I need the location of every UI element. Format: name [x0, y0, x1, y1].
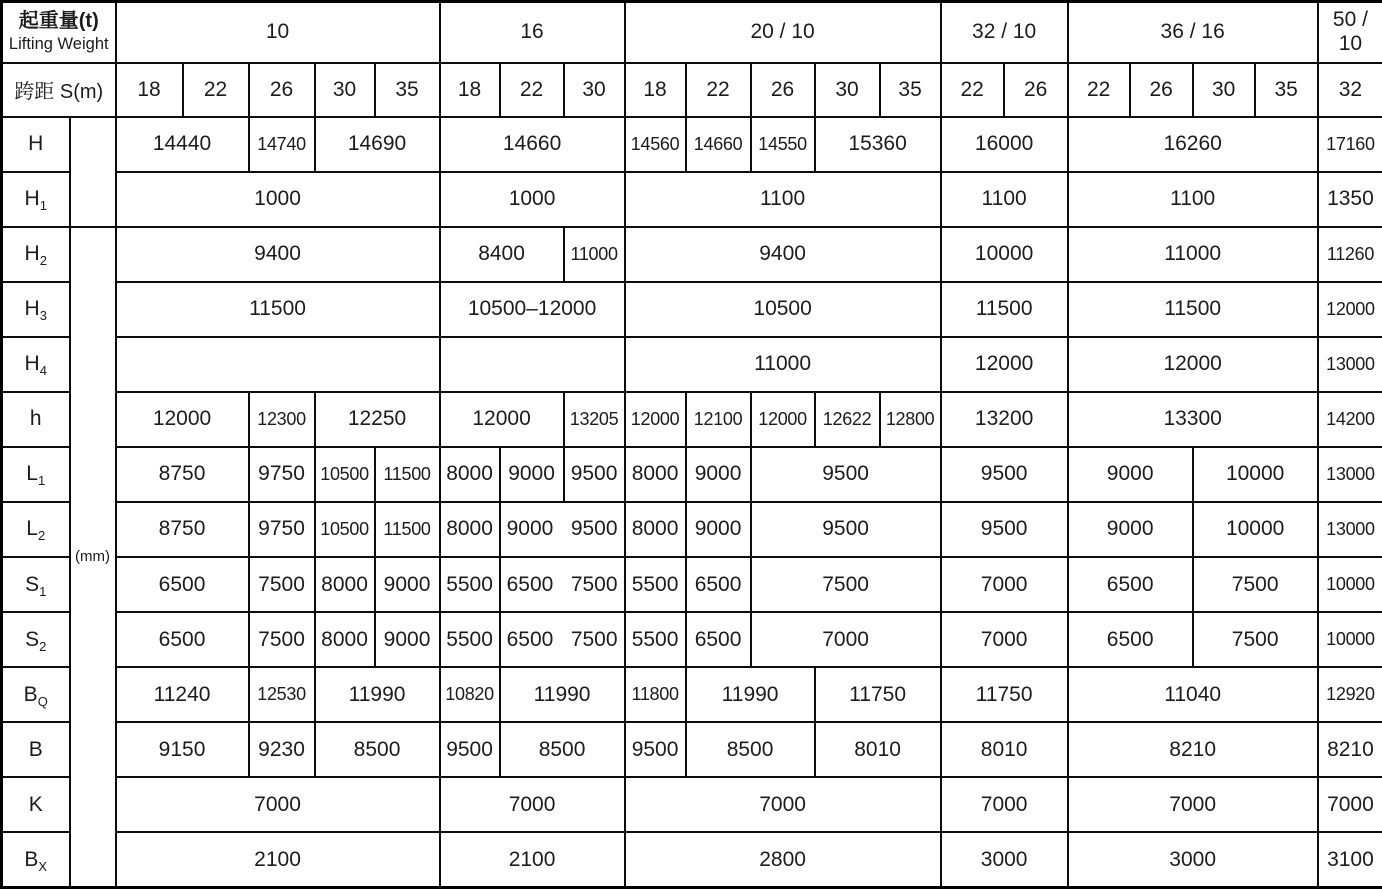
cell-L1-5: 9000	[500, 447, 564, 502]
cell-BQ-8: 11750	[941, 667, 1068, 722]
row-label-subscript: 2	[39, 638, 47, 654]
cell-BQ-1: 12530	[249, 667, 315, 722]
header-span-2-4: 35	[880, 63, 941, 117]
row-label-base: H	[24, 297, 40, 321]
cell-L1-3: 11500	[375, 447, 440, 502]
row-label-subscript: 2	[37, 528, 46, 544]
cell-S1-6: 5500	[625, 557, 686, 612]
cell-L2-9: 9500	[941, 502, 1068, 557]
cell-B-7: 8010	[815, 722, 941, 777]
cell-K-2: 7000	[625, 777, 941, 832]
cell-BQ-10: 12920	[1318, 667, 1382, 722]
cell-B-10: 8210	[1318, 722, 1382, 777]
row-label-K	[2, 777, 70, 832]
header-span-0-4: 35	[375, 63, 440, 117]
cell-K-0: 7000	[116, 777, 440, 832]
cell-BX-1: 2100	[440, 832, 625, 887]
cell-H1-5: 1350	[1318, 172, 1382, 227]
cell-L2-3: 11500	[375, 502, 440, 557]
cell-H4-4: 12000	[1068, 337, 1318, 392]
table-row-S1	[2, 557, 1382, 612]
header-span-4-2: 30	[1193, 63, 1255, 117]
cell-H-4: 14560	[625, 117, 686, 172]
cell-BX-0: 2100	[116, 832, 440, 887]
cell-H2-4: 10000	[941, 227, 1068, 282]
header-span-1-2: 30	[564, 63, 625, 117]
header-span-2-1: 22	[686, 63, 751, 117]
row-label-subscript: 1	[37, 473, 46, 489]
cell-BQ-9: 11040	[1068, 667, 1318, 722]
cell-L1-8: 9000	[686, 447, 751, 502]
cell-h-6: 12100	[686, 392, 751, 447]
cell-h-10: 13200	[941, 392, 1068, 447]
cell-S1-0: 6500	[116, 557, 249, 612]
cell-S1-10: 6500	[1068, 557, 1193, 612]
row-label-subscript: Q	[37, 693, 48, 709]
cell-L1-10: 9500	[941, 447, 1068, 502]
cell-H-2: 14690	[315, 117, 440, 172]
cell-S1-12: 10000	[1318, 557, 1382, 612]
row-label-L1	[2, 447, 70, 502]
header-span-0-0: 18	[116, 63, 183, 117]
row-label-H	[2, 117, 70, 172]
header-span-0-3: 30	[315, 63, 375, 117]
cell-h-12: 14200	[1318, 392, 1382, 447]
row-label-h	[2, 392, 70, 447]
cell-H4-0	[116, 337, 440, 392]
table-row-L2	[2, 502, 1382, 557]
row-label-base: B	[23, 682, 38, 706]
table-row-B	[2, 722, 1382, 777]
header-span-2-0: 18	[625, 63, 686, 117]
cell-S1-9: 7000	[941, 557, 1068, 612]
cell-L1-4: 8000	[440, 447, 500, 502]
cell-BQ-7: 11750	[815, 667, 941, 722]
row-label-H4	[2, 337, 70, 392]
cell-H1-4: 1100	[1068, 172, 1318, 227]
cell-S1-7: 6500	[686, 557, 751, 612]
cell-H-0: 14440	[116, 117, 249, 172]
cell-S2-0: 6500	[116, 612, 249, 667]
header-group-5: 50 / 10	[1318, 2, 1382, 63]
cell-B-6: 8500	[686, 722, 815, 777]
span-header-label: 跨距 S(m)	[2, 63, 116, 117]
row-label-H2	[2, 227, 70, 282]
table-corner-header	[2, 2, 116, 63]
table-row-H2	[2, 227, 1382, 282]
cell-L2-7: 9000	[686, 502, 751, 557]
table-row-BQ	[2, 667, 1382, 722]
header-span-2-3: 30	[815, 63, 880, 117]
table-row-L1	[2, 447, 1382, 502]
cell-B-4: 8500	[500, 722, 625, 777]
cell-L2-8: 9500	[751, 502, 941, 557]
cell-L2-10: 9000	[1068, 502, 1193, 557]
cell-h-0: 12000	[116, 392, 249, 447]
header-span-4-1: 26	[1130, 63, 1193, 117]
cell-H-7: 15360	[815, 117, 941, 172]
cell-K-1: 7000	[440, 777, 625, 832]
cell-S1-8: 7500	[751, 557, 941, 612]
cell-h-11: 13300	[1068, 392, 1318, 447]
header-group-2: 20 / 10	[625, 2, 941, 63]
row-label-base: L	[26, 517, 38, 541]
row-label-base: L	[26, 462, 38, 486]
cell-S2-10: 6500	[1068, 612, 1193, 667]
cell-L2-0: 8750	[116, 502, 249, 557]
table-row-S2	[2, 612, 1382, 667]
cell-BX-3: 3000	[941, 832, 1068, 887]
cell-H4-2: 11000	[625, 337, 941, 392]
cell-h-3: 12000	[440, 392, 564, 447]
cell-H-3: 14660	[440, 117, 625, 172]
cell-S2-9: 7000	[941, 612, 1068, 667]
row-label-L2	[2, 502, 70, 557]
lifting-weight-label-en: Lifting Weight	[8, 35, 109, 54]
cell-BQ-5: 11800	[625, 667, 686, 722]
cell-h-2: 12250	[315, 392, 440, 447]
cell-H-9: 16260	[1068, 117, 1318, 172]
row-label-BX	[2, 832, 70, 887]
header-span-2-2: 26	[751, 63, 815, 117]
cell-B-3: 9500	[440, 722, 500, 777]
cell-S2-2: 8000	[315, 612, 375, 667]
cell-BQ-6: 11990	[686, 667, 815, 722]
row-label-base: B	[28, 737, 43, 761]
cell-K-5: 7000	[1318, 777, 1382, 832]
row-label-subscript: 1	[39, 198, 47, 214]
header-group-4: 36 / 16	[1068, 2, 1318, 63]
cell-h-5: 12000	[625, 392, 686, 447]
row-label-base: H	[28, 132, 44, 156]
cell-L1-13: 13000	[1318, 447, 1382, 502]
row-label-S1	[2, 557, 70, 612]
cell-H2-0: 9400	[116, 227, 440, 282]
cell-H2-2: 11000	[564, 227, 625, 282]
cell-H2-6: 11260	[1318, 227, 1382, 282]
cell-S2-4: 5500	[440, 612, 500, 667]
cell-L1-2: 10500	[315, 447, 375, 502]
cell-L1-0: 8750	[116, 447, 249, 502]
row-label-base: H	[24, 242, 40, 266]
cell-H4-5: 13000	[1318, 337, 1382, 392]
cell-S1-11: 7500	[1193, 557, 1318, 612]
cell-L2-12: 13000	[1318, 502, 1382, 557]
row-label-base: H	[24, 187, 40, 211]
cell-H3-0: 11500	[116, 282, 440, 337]
header-span-0-2: 26	[249, 63, 315, 117]
row-label-H1	[2, 172, 70, 227]
header-span-1-1: 22	[500, 63, 564, 117]
cell-S2-12: 10000	[1318, 612, 1382, 667]
cell-B-0: 9150	[116, 722, 249, 777]
row-label-base: K	[28, 792, 43, 816]
cell-H1-0: 1000	[116, 172, 440, 227]
cell-BQ-3: 10820	[440, 667, 500, 722]
cell-B-9: 8210	[1068, 722, 1318, 777]
unit-empty-cell	[70, 117, 116, 227]
row-label-subscript: 3	[39, 308, 47, 324]
cell-L1-12: 10000	[1193, 447, 1318, 502]
cell-H1-3: 1100	[941, 172, 1068, 227]
table-row-H3	[2, 282, 1382, 337]
cell-S2-6: 5500	[625, 612, 686, 667]
row-label-base: S	[25, 627, 40, 651]
cell-S2-7: 6500	[686, 612, 751, 667]
header-span-0-1: 22	[183, 63, 249, 117]
table-row-H4	[2, 337, 1382, 392]
row-label-H3	[2, 282, 70, 337]
cell-K-3: 7000	[941, 777, 1068, 832]
cell-L2-11: 10000	[1193, 502, 1318, 557]
cell-h-1: 12300	[249, 392, 315, 447]
cell-H2-5: 11000	[1068, 227, 1318, 282]
cell-L1-6: 9500	[564, 447, 625, 502]
row-label-base: B	[24, 847, 39, 871]
cell-BQ-2: 11990	[315, 667, 440, 722]
header-group-1: 16	[440, 2, 625, 63]
table-row-BX	[2, 832, 1382, 887]
cell-L2-5: 9000 9500	[500, 502, 625, 557]
cell-S1-3: 9000	[375, 557, 440, 612]
header-span-4-0: 22	[1068, 63, 1130, 117]
cell-H-1: 14740	[249, 117, 315, 172]
cell-H4-3: 12000	[941, 337, 1068, 392]
row-label-BQ	[2, 667, 70, 722]
header-group-3: 32 / 10	[941, 2, 1068, 63]
cell-L1-9: 9500	[751, 447, 941, 502]
cell-S2-5: 6500 7500	[500, 612, 625, 667]
cell-H1-1: 1000	[440, 172, 625, 227]
table-row-K	[2, 777, 1382, 832]
table-row-H	[2, 117, 1382, 172]
row-label-subscript: X	[38, 858, 48, 874]
cell-H-10: 17160	[1318, 117, 1382, 172]
cell-S2-3: 9000	[375, 612, 440, 667]
cell-BX-4: 3000	[1068, 832, 1318, 887]
cell-L2-1: 9750	[249, 502, 315, 557]
cell-L1-7: 8000	[625, 447, 686, 502]
row-label-base: H	[24, 352, 40, 376]
header-group-0: 10	[116, 2, 440, 63]
cell-S1-4: 5500	[440, 557, 500, 612]
cell-S2-11: 7500	[1193, 612, 1318, 667]
cell-L2-2: 10500	[315, 502, 375, 557]
cell-L1-1: 9750	[249, 447, 315, 502]
cell-BQ-4: 11990	[500, 667, 625, 722]
header-span-4-3: 35	[1255, 63, 1318, 117]
header-span-5-0: 32	[1318, 63, 1382, 117]
lifting-weight-label-zh: 起重量(t)	[18, 10, 99, 33]
row-label-base: h	[29, 407, 42, 431]
row-label-subscript: 2	[39, 253, 47, 269]
cell-H-8: 16000	[941, 117, 1068, 172]
header-span-3-1: 26	[1004, 63, 1068, 117]
cell-B-8: 8010	[941, 722, 1068, 777]
cell-L1-11: 9000	[1068, 447, 1193, 502]
unit-mm-cell: (mm)	[70, 227, 116, 888]
cell-BX-5: 3100	[1318, 832, 1382, 887]
table-row-h	[2, 392, 1382, 447]
cell-H-6: 14550	[751, 117, 815, 172]
cell-H3-1: 10500–12000	[440, 282, 625, 337]
cell-S1-2: 8000	[315, 557, 375, 612]
cell-B-5: 9500	[625, 722, 686, 777]
row-label-B	[2, 722, 70, 777]
cell-L2-6: 8000	[625, 502, 686, 557]
cell-H3-2: 10500	[625, 282, 941, 337]
cell-h-9: 12800	[880, 392, 941, 447]
cell-H3-3: 11500	[941, 282, 1068, 337]
cell-B-1: 9230	[249, 722, 315, 777]
header-span-3-0: 22	[941, 63, 1004, 117]
row-label-subscript: 4	[39, 363, 47, 379]
cell-S2-8: 7000	[751, 612, 941, 667]
cell-H3-5: 12000	[1318, 282, 1382, 337]
cell-K-4: 7000	[1068, 777, 1318, 832]
cell-BX-2: 2800	[625, 832, 941, 887]
cell-B-2: 8500	[315, 722, 440, 777]
cell-h-8: 12622	[815, 392, 880, 447]
row-label-base: S	[25, 572, 40, 596]
table-row-H1	[2, 172, 1382, 227]
row-label-subscript: 1	[39, 583, 47, 599]
header-span-1-0: 18	[440, 63, 500, 117]
cell-H4-1	[440, 337, 625, 392]
cell-S1-1: 7500	[249, 557, 315, 612]
cell-H2-3: 9400	[625, 227, 941, 282]
cell-H3-4: 11500	[1068, 282, 1318, 337]
cell-BQ-0: 11240	[116, 667, 249, 722]
cell-S1-5: 6500 7500	[500, 557, 625, 612]
cell-H2-1: 8400	[440, 227, 564, 282]
cell-h-7: 12000	[751, 392, 815, 447]
cell-S2-1: 7500	[249, 612, 315, 667]
cell-H1-2: 1100	[625, 172, 941, 227]
cell-H-5: 14660	[686, 117, 751, 172]
cell-h-4: 13205	[564, 392, 625, 447]
row-label-S2	[2, 612, 70, 667]
cell-L2-4: 8000	[440, 502, 500, 557]
